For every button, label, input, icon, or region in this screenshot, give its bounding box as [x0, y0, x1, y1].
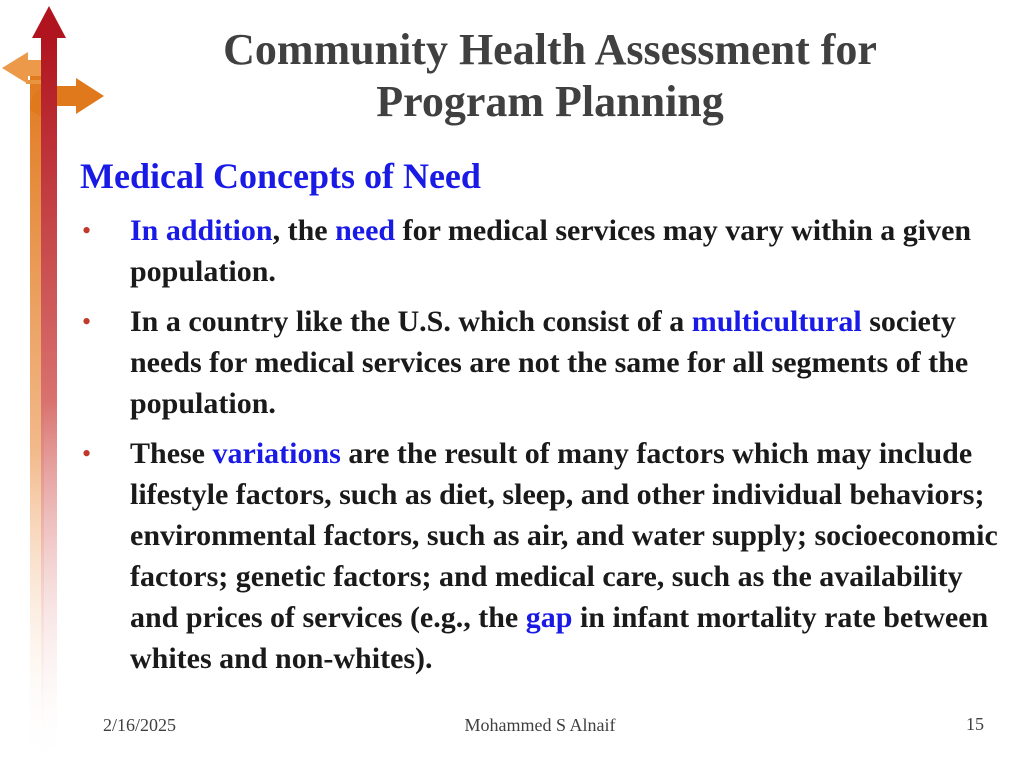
- bullet-text-part: These: [130, 437, 213, 470]
- bullet-item: [80, 301, 1000, 424]
- bullet-text-part: gap: [525, 601, 573, 634]
- footer-date: 2/16/2025: [103, 715, 177, 735]
- bullet-marker: •: [82, 307, 92, 336]
- bullet-list: [80, 210, 1000, 688]
- bullet-text-part: In addition: [130, 214, 273, 247]
- title-line-2: Program Planning: [376, 77, 724, 126]
- bullet-text-part: multicultural: [691, 305, 862, 338]
- bullet-text-part: are the result of many factors which may include lifestyle factors, such as diet, sleep, and other individual behaviors; environmental factors, such as air, and water supply; socioeconomic factors; genetic factors; and medical care, such as the availability and prices of services (e.g., the: [130, 437, 998, 634]
- bullet-text-part: In a country like the U.S. which consist of a: [130, 305, 692, 338]
- bullet-text-part: in infant mortality rate between whites and non-whites).: [130, 601, 989, 675]
- title-line-1: Community Health Assessment for: [223, 25, 877, 74]
- page-number: 15: [966, 714, 984, 734]
- bullet-text-part: for medical services may vary within a given population.: [130, 214, 972, 288]
- bullet-text-part: , the: [272, 214, 336, 247]
- footer-author: Mohammed S Alnaif: [464, 715, 616, 735]
- bullet-marker: •: [82, 439, 92, 468]
- section-heading: Medical Concepts of Need: [80, 156, 481, 196]
- bullet-item: [80, 210, 1000, 292]
- slide-title: [150, 24, 950, 128]
- bullet-marker: •: [82, 216, 92, 245]
- bullet-text-part: society needs for medical services are not the same for all segments of the population.: [130, 305, 969, 420]
- bullet-item: [80, 433, 1000, 679]
- bullet-text-part: need: [335, 214, 396, 247]
- bullet-text-part: variations: [212, 437, 341, 470]
